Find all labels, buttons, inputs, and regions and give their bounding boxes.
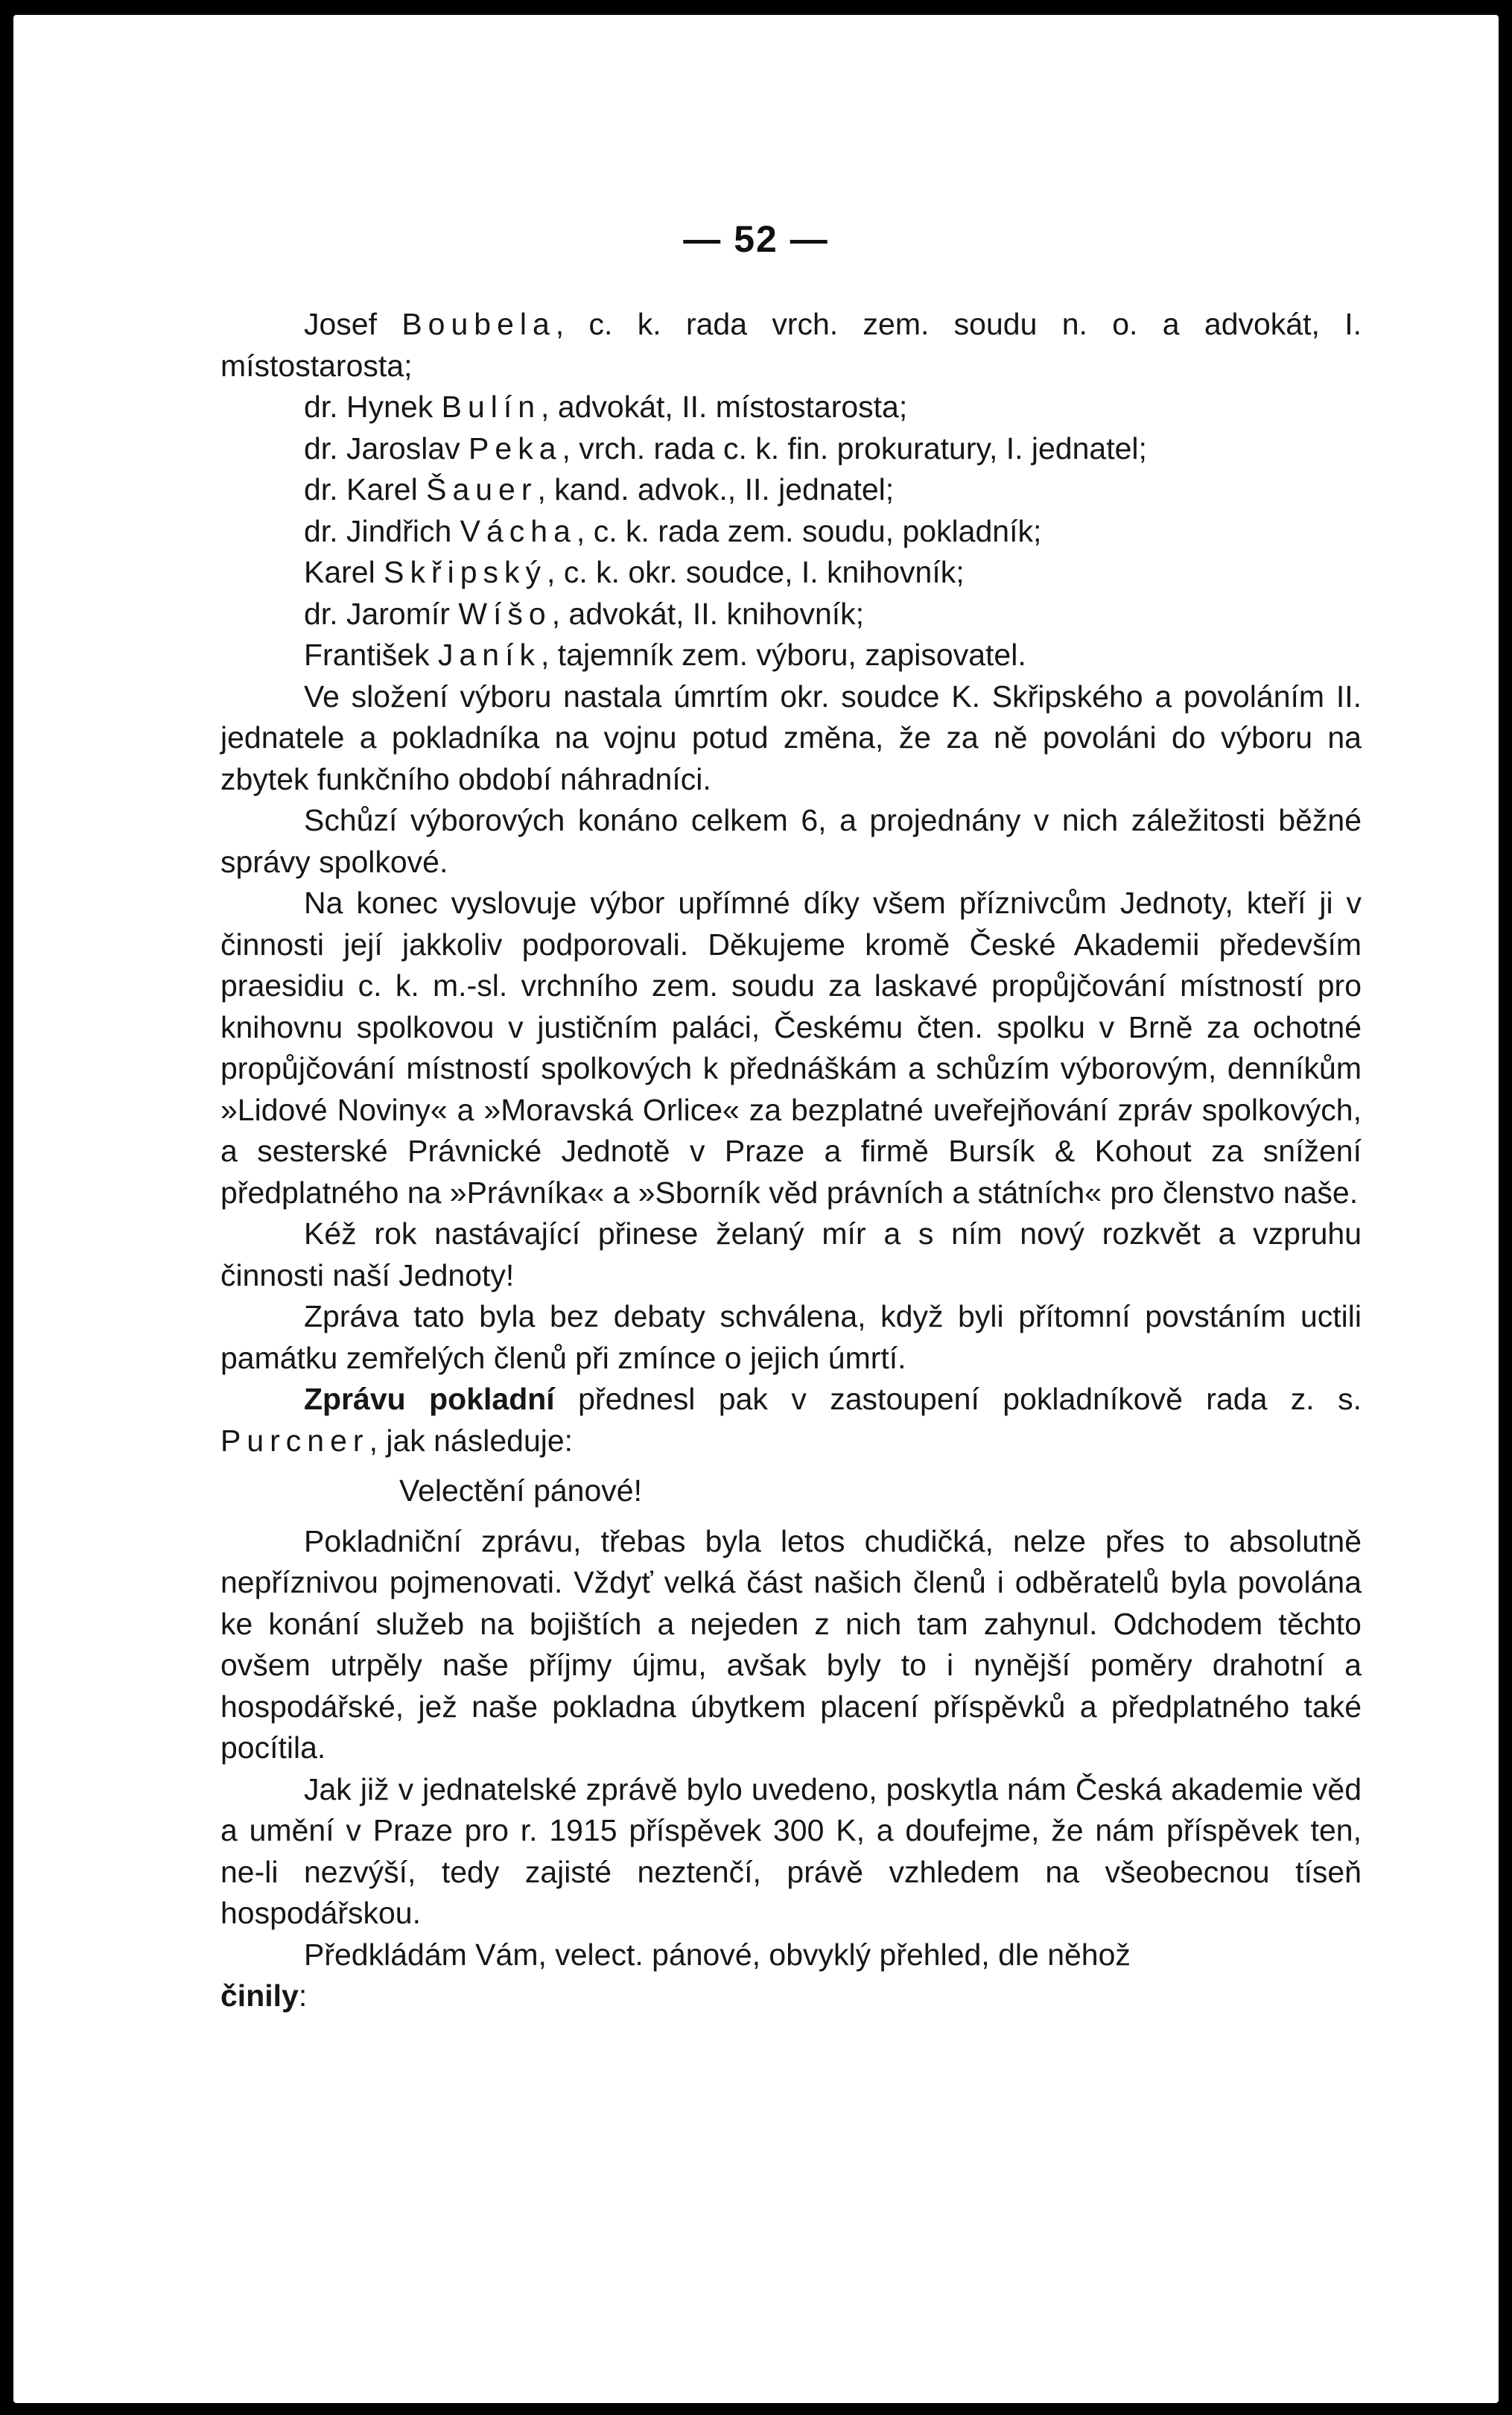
roster-title: František: [304, 638, 438, 672]
roster-role: , advokát, II. knihovník;: [551, 596, 865, 631]
overview-colon: :: [298, 1978, 308, 2013]
roster-surname: Skřipský: [384, 555, 547, 589]
page-number: — 52 —: [683, 218, 829, 260]
paragraph-treasurer-intro: [220, 1379, 1362, 1462]
roster-surname: Vácha: [460, 513, 576, 548]
overview-text: Předkládám Vám, velect. pánové, obvyklý přehled, dle něhož: [304, 1937, 1131, 1972]
roster-entry: [220, 511, 1362, 553]
roster-role: , tajemník zem. výboru, zapisovatel.: [541, 638, 1026, 672]
paragraph-approval: Zpráva tato byla bez debaty schválena, když byli přítomní povstáním uctili památku zemřelých členů při zmínce o jejich úmrtí.: [220, 1299, 1362, 1375]
roster-role: , advokát, II. místostarosta;: [541, 390, 908, 424]
roster-entry: [220, 635, 1362, 676]
roster-title: dr. Jindřich: [304, 513, 460, 548]
roster-role: , c. k. rada zem. soudu, pokladník;: [576, 513, 1042, 548]
roster-entry: [220, 552, 1362, 594]
roster-title: dr. Hynek: [304, 390, 442, 424]
committee-roster: [220, 304, 1362, 676]
paragraph-thanks: Na konec vyslovuje výbor upřímné díky všem příznivcům Jednoty, kteří ji v činnosti její jakkoliv podporovali. Děkujeme kromě České Akademii především praesidiu c. k. m.-sl. vrchního zem. soudu za laskavé propůjčování místností pro knihovnu spolkovou v justičním paláci, Českému čten. spolku v Brně za ochotné propůjčování místností spolkových k přednáškám a schůzím výborovým, denníkům »Lidové Noviny« a »Moravská Orlice« za bezplatné uveřejňování zpráv spolkových, a sesterské Právnické Jednotě v Praze a firmě Bursík & Kohout za snížení předplatného na »Právníka« a »Sborník věd právních a státních« pro členstvo naše.: [220, 886, 1362, 1210]
book-page: [13, 15, 1499, 2403]
roster-title: Karel: [304, 555, 384, 589]
roster-surname: Šauer: [426, 472, 538, 507]
roster-role: , vrch. rada c. k. fin. prokuratury, I. jednatel;: [562, 431, 1147, 466]
treasurer-intro-end: , jak následuje:: [369, 1423, 574, 1458]
salutation: Velectění pánové!: [399, 1473, 642, 1508]
paragraph-wish: Kéž rok nastávající přinese želaný mír a s ním nový rozkvět a vzpruhu činnosti naší Jednoty!: [220, 1216, 1362, 1292]
page-body: [220, 304, 1362, 2017]
treasurer-intro-text: přednesl pak v zastoupení pokladníkově rada z. s.: [554, 1382, 1362, 1416]
paragraph-overview: [220, 1935, 1362, 2017]
overview-bold-word: činily: [220, 1978, 299, 2013]
paragraph-committee-changes: Ve složení výboru nastala úmrtím okr. soudce K. Skřipského a povoláním II. jednatele a pokladníka na vojnu potud změna, že za ně povoláni do výboru na zbytek funkčního období náhradníci.: [220, 679, 1362, 796]
roster-entry: [220, 304, 1362, 387]
roster-title: dr. Karel: [304, 472, 427, 507]
paragraph-cash-report: Pokladniční zprávu, třebas byla letos chudičká, nelze přes to absolutně nepříznivou pojmenovati. Vždyť velká část našich členů i odběratelů byla povolána ke konání služeb na bojištích a nejeden z nich tam zahynul. Odchodem těchto ovšem utrpěly naše příjmy újmu, avšak byly to i nynější poměry drahotní a hospodářské, jež naše pokladna úbytkem placení příspěvků a předplatného také pocítila.: [220, 1523, 1362, 1765]
roster-surname: Boubela: [401, 307, 556, 341]
roster-role: , c. k. rada vrch. zem. soudu n. o. a advokát, I. místostarosta;: [220, 307, 1362, 383]
paragraph-academy-grant: Jak již v jednatelské zprávě bylo uvedeno, poskytla nám Česká akademie věd a umění v Praze pro r. 1915 příspěvek 300 K, a doufejme, že nám příspěvek ten, ne-li nezvýší, tedy zajisté neztenčí, právě vzhledem na všeobecnou tíseň hospodářskou.: [220, 1771, 1362, 1930]
roster-surname: Bulín: [441, 390, 541, 424]
roster-surname: Peka: [468, 431, 562, 466]
paragraph-meetings: Schůzí výborových konáno celkem 6, a projednány v nich záležitosti běžné správy spolkové.: [220, 803, 1362, 879]
roster-surname: Janík: [438, 638, 541, 672]
roster-title: dr. Jaromír: [304, 596, 459, 631]
roster-entry: [220, 594, 1362, 635]
roster-surname: Wíšo: [458, 596, 552, 631]
treasurer-surname: Purcner: [220, 1423, 369, 1458]
roster-entry: [220, 428, 1362, 470]
treasurer-report-heading: Zprávu pokladní: [304, 1382, 555, 1416]
roster-entry: [220, 469, 1362, 511]
roster-role: , kand. advok., II. jednatel;: [537, 472, 895, 507]
roster-title: dr. Jaroslav: [304, 431, 469, 466]
roster-entry: [220, 387, 1362, 428]
roster-role: , c. k. okr. soudce, I. knihovník;: [547, 555, 965, 589]
roster-title: Josef: [304, 307, 402, 341]
